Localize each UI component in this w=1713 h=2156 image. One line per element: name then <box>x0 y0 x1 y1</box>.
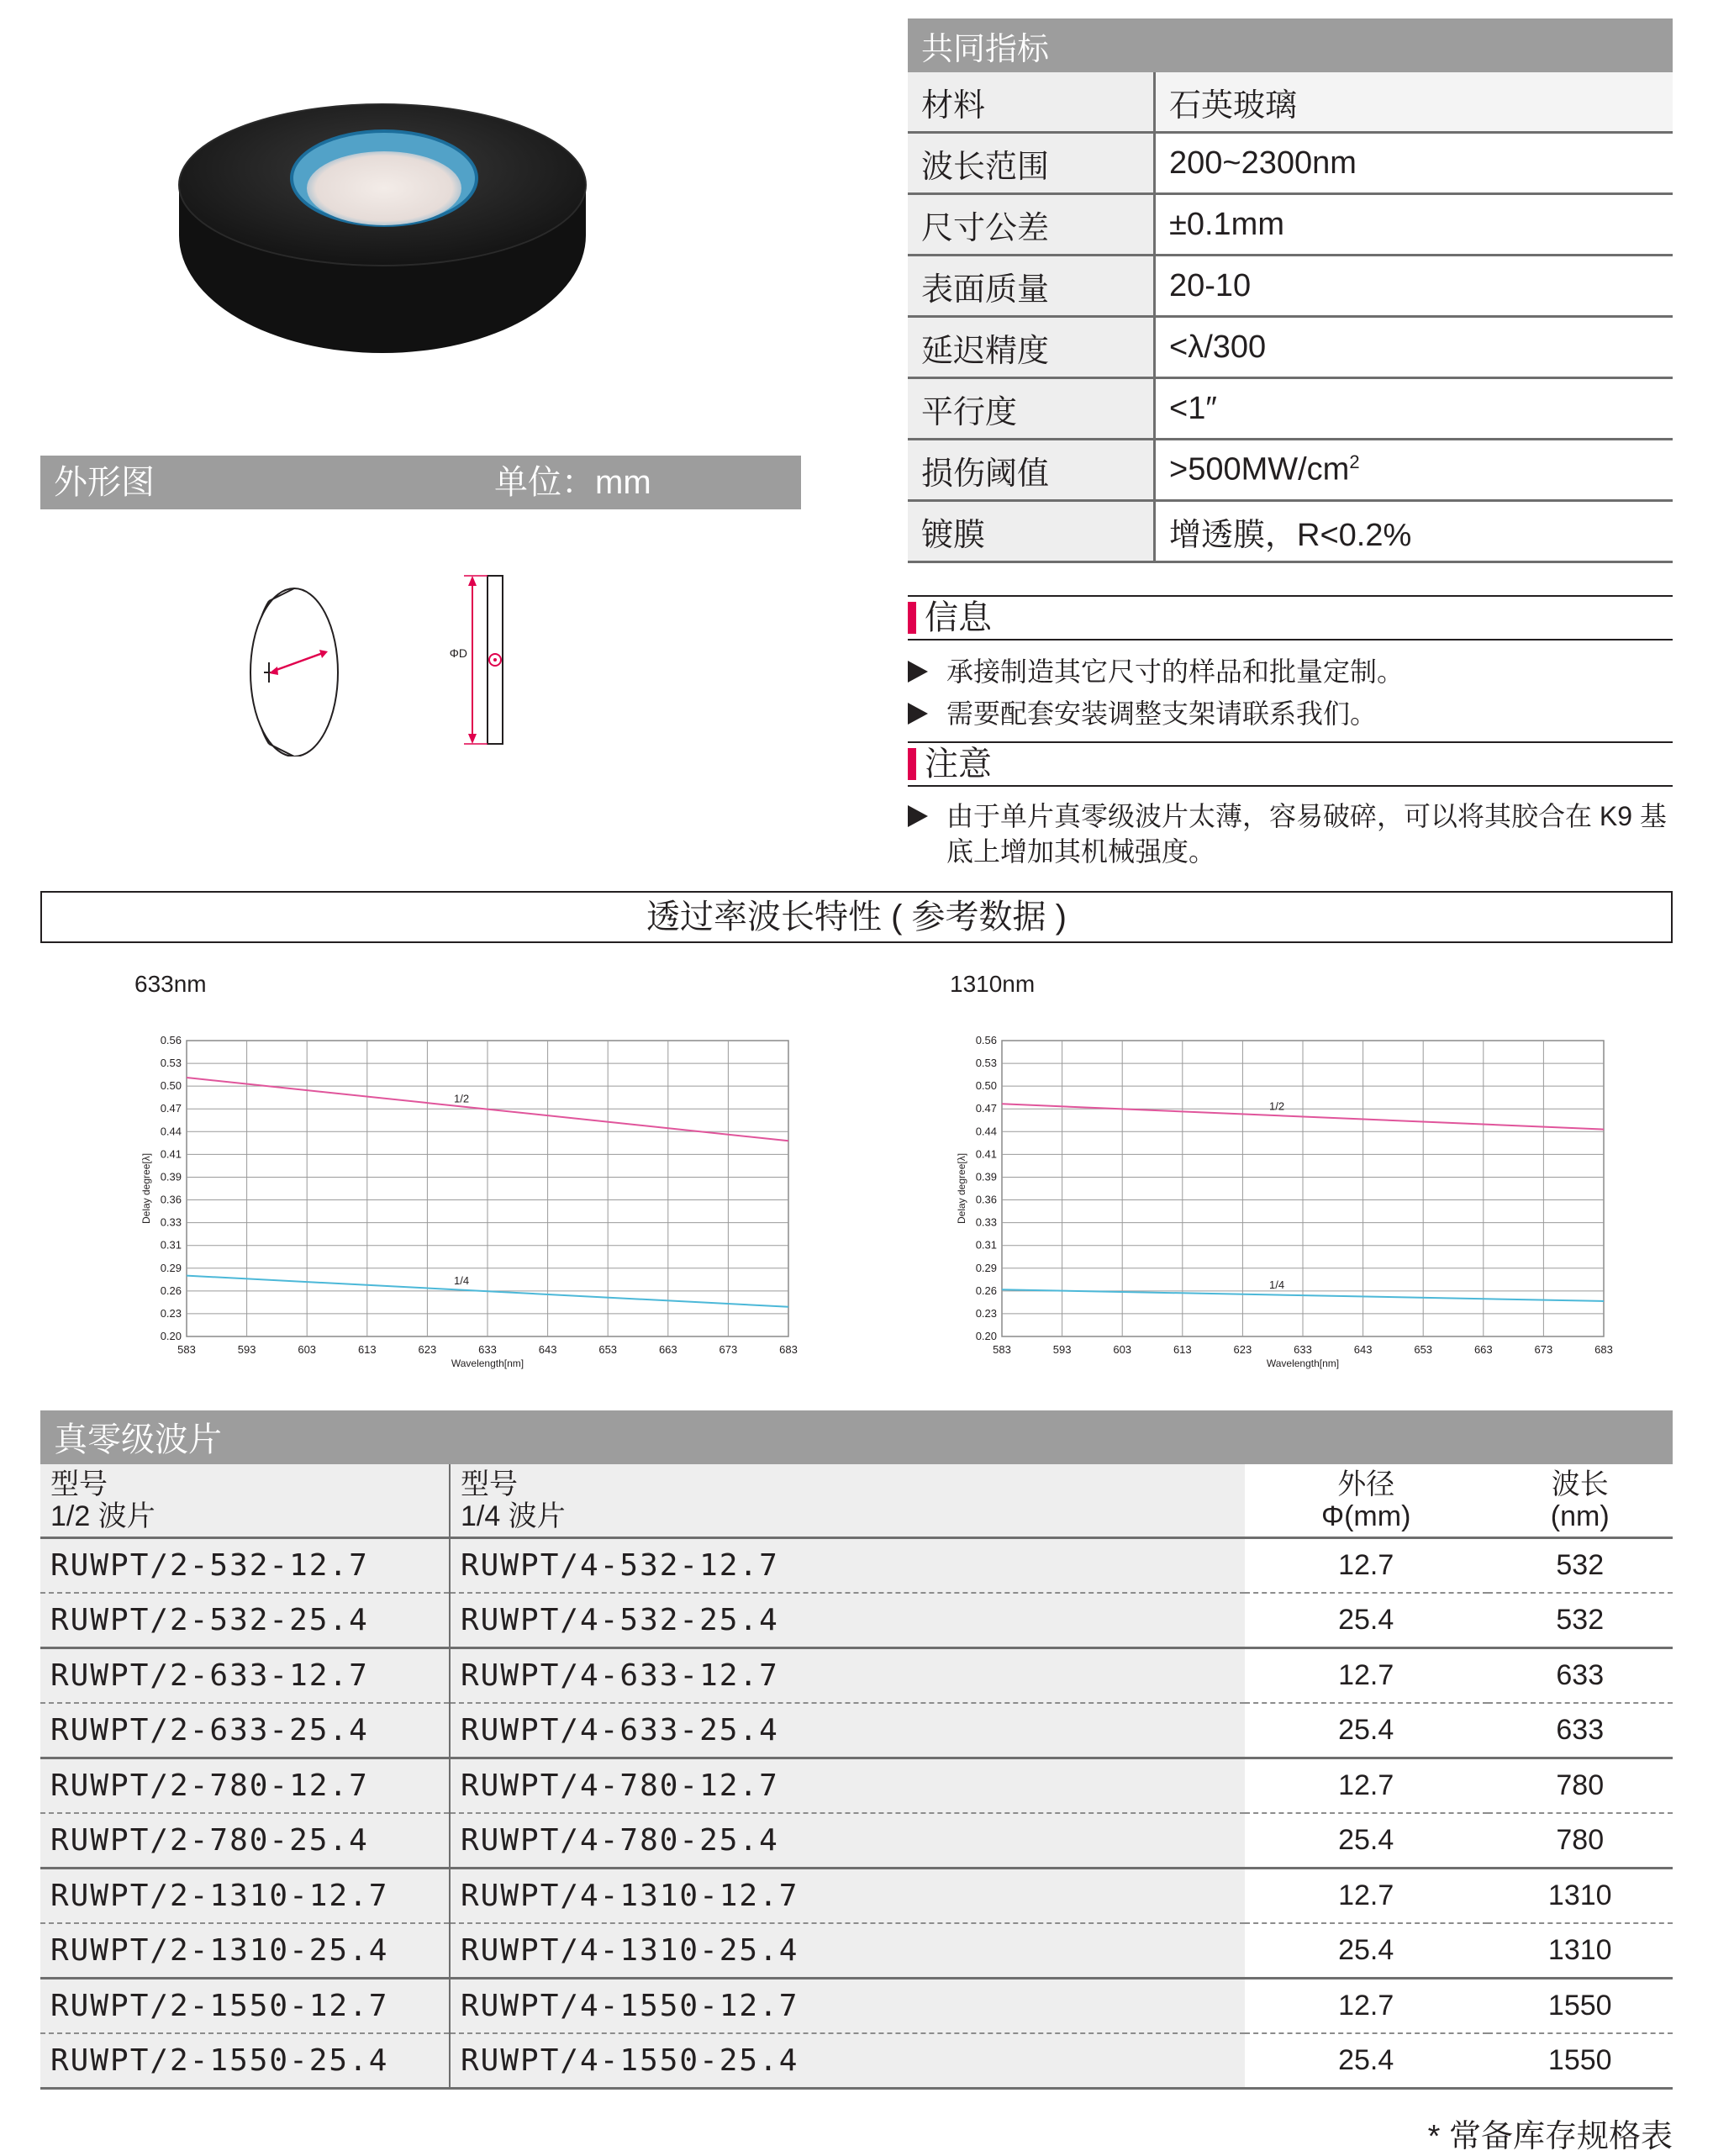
quarter-wave-model: RUWPT/4-1550-25.4 <box>450 2033 1245 2089</box>
notice-title: 注意 <box>925 746 992 783</box>
quarter-wave-model: RUWPT/4-633-25.4 <box>450 1703 1245 1758</box>
spec-row <box>908 501 1673 562</box>
x-tick-label: 643 <box>538 1343 557 1356</box>
x-tick-label: 643 <box>1353 1343 1373 1356</box>
series-label: 1/2 <box>454 1092 470 1105</box>
col-label: 型号 <box>50 1468 108 1500</box>
y-tick-label: 0.53 <box>975 1057 997 1070</box>
half-wave-model: RUWPT/2-633-25.4 <box>40 1703 450 1758</box>
wavelength-value: 780 <box>1488 1758 1673 1814</box>
spec-row <box>908 256 1673 317</box>
spec-row <box>908 317 1673 378</box>
spec-value: 20-10 <box>1155 256 1673 317</box>
col-label: 波长 <box>1551 1468 1609 1500</box>
chart-title: 1310nm <box>950 971 1036 997</box>
x-axis-label: Wavelength[nm] <box>1266 1357 1340 1369</box>
col-sublabel: Φ(mm) <box>1320 1500 1411 1532</box>
outline-unit: 单位：mm <box>494 464 651 501</box>
diameter-value: 12.7 <box>1245 1758 1488 1814</box>
x-tick-label: 593 <box>1052 1343 1072 1356</box>
spec-row <box>908 378 1673 440</box>
diameter-value: 12.7 <box>1245 1869 1488 1924</box>
y-axis-label: Delay degree[λ] <box>140 1152 152 1225</box>
y-axis-label: Delay degree[λ] <box>956 1152 967 1225</box>
half-wave-model: RUWPT/2-780-25.4 <box>40 1813 450 1869</box>
y-tick-label: 0.56 <box>975 1034 997 1046</box>
catalog-header-row <box>40 1464 1673 1538</box>
x-tick-label: 603 <box>298 1343 317 1356</box>
spec-header: 共同指标 <box>908 18 1673 72</box>
table-row <box>40 1648 1673 1704</box>
y-tick-label: 0.20 <box>975 1330 997 1342</box>
x-tick-label: 593 <box>237 1343 256 1356</box>
spec-key: 损伤阈值 <box>908 440 1155 501</box>
spec-key: 平行度 <box>908 378 1155 440</box>
spec-key: 材料 <box>908 72 1155 133</box>
spec-row <box>908 133 1673 194</box>
quarter-wave-model: RUWPT/4-1310-12.7 <box>450 1869 1245 1924</box>
spec-row <box>908 440 1673 501</box>
notice-item-text: 由于单片真零级波片太薄，容易破碎，可以将其胶合在 K9 基底上增加其机械强度。 <box>946 801 1667 867</box>
y-tick-label: 0.31 <box>160 1238 182 1252</box>
diameter-value: 12.7 <box>1245 1648 1488 1704</box>
chart-633nm <box>134 967 807 1370</box>
col-label: 外径 <box>1337 1468 1395 1500</box>
info-item <box>908 696 1673 731</box>
quarter-wave-model: RUWPT/4-532-12.7 <box>450 1538 1245 1594</box>
table-row <box>40 1923 1673 1979</box>
table-row <box>40 1758 1673 1814</box>
y-tick-label: 0.53 <box>160 1057 182 1070</box>
y-tick-label: 0.23 <box>975 1306 997 1320</box>
col-sublabel: (nm) <box>1550 1500 1610 1532</box>
y-tick-label: 0.23 <box>160 1306 182 1320</box>
y-tick-label: 0.29 <box>975 1261 997 1274</box>
diameter-value: 25.4 <box>1245 1813 1488 1869</box>
half-wave-model: RUWPT/2-1550-25.4 <box>40 2033 450 2089</box>
col-label: 型号 <box>461 1468 518 1500</box>
x-tick-label: 613 <box>357 1343 377 1356</box>
outline-header <box>40 456 801 509</box>
quarter-wave-model: RUWPT/4-780-25.4 <box>450 1813 1245 1869</box>
table-row <box>40 1869 1673 1924</box>
x-tick-label: 603 <box>1113 1343 1132 1356</box>
spec-key: 波长范围 <box>908 133 1155 194</box>
spec-table <box>908 18 1673 563</box>
footnote: * 常备库存规格表 <box>1427 2119 1673 2154</box>
y-tick-label: 0.26 <box>975 1284 997 1297</box>
quarter-wave-model: RUWPT/4-633-12.7 <box>450 1648 1245 1704</box>
quarter-wave-model: RUWPT/4-532-25.4 <box>450 1593 1245 1648</box>
y-tick-label: 0.41 <box>160 1147 182 1161</box>
y-tick-label: 0.39 <box>160 1170 182 1183</box>
y-tick-label: 0.50 <box>975 1079 997 1093</box>
diameter-value: 25.4 <box>1245 2033 1488 2089</box>
spec-value: 石英玻璃 <box>1155 72 1673 133</box>
x-tick-label: 653 <box>1414 1343 1433 1356</box>
wavelength-value: 532 <box>1488 1538 1673 1594</box>
diameter-value: 25.4 <box>1245 1703 1488 1758</box>
spec-value-text: >500MW/cm <box>1169 451 1350 488</box>
diameter-value: 12.7 <box>1245 1979 1488 2034</box>
y-tick-label: 0.41 <box>975 1147 997 1161</box>
quarter-wave-model: RUWPT/4-1310-25.4 <box>450 1923 1245 1979</box>
col-sublabel: 1/4 波片 <box>461 1500 566 1532</box>
chart-title: 633nm <box>134 971 207 997</box>
half-wave-model: RUWPT/2-1310-25.4 <box>40 1923 450 1979</box>
info-item <box>908 654 1673 689</box>
half-wave-model: RUWPT/2-532-12.7 <box>40 1538 450 1594</box>
wavelength-value: 633 <box>1488 1648 1673 1704</box>
bullet-triangle-icon <box>908 661 928 683</box>
x-tick-label: 653 <box>598 1343 618 1356</box>
outline-title: 外形图 <box>54 464 155 501</box>
x-tick-label: 663 <box>1473 1343 1493 1356</box>
table-row <box>40 1593 1673 1648</box>
table-row <box>40 2033 1673 2089</box>
info-header <box>908 595 1673 640</box>
y-tick-label: 0.33 <box>975 1215 997 1229</box>
half-wave-model: RUWPT/2-532-25.4 <box>40 1593 450 1648</box>
y-tick-label: 0.47 <box>975 1102 997 1115</box>
x-tick-label: 683 <box>1594 1343 1613 1356</box>
spec-value: <λ/300 <box>1155 317 1673 378</box>
spec-value-sup: 2 <box>1349 451 1360 473</box>
notice-item <box>908 799 1673 869</box>
series-label: 1/2 <box>1269 1099 1285 1113</box>
half-wave-model: RUWPT/2-633-12.7 <box>40 1648 450 1704</box>
wavelength-value: 532 <box>1488 1593 1673 1648</box>
table-row <box>40 1813 1673 1869</box>
spec-value <box>1155 440 1673 501</box>
outline-drawing <box>244 563 530 756</box>
col-wavelength <box>1488 1464 1673 1538</box>
table-row <box>40 1538 1673 1594</box>
wavelength-value: 1310 <box>1488 1869 1673 1924</box>
y-tick-label: 0.31 <box>975 1238 997 1252</box>
y-tick-label: 0.20 <box>160 1330 182 1342</box>
info-title: 信息 <box>925 599 992 636</box>
spec-key: 镀膜 <box>908 501 1155 562</box>
half-wave-model: RUWPT/2-1550-12.7 <box>40 1979 450 2034</box>
col-quarter-wave <box>450 1464 1245 1538</box>
spec-value: <1″ <box>1155 378 1673 440</box>
y-tick-label: 0.36 <box>975 1193 997 1206</box>
x-tick-label: 683 <box>779 1343 798 1356</box>
spec-value: ±0.1mm <box>1155 194 1673 256</box>
diameter-label: ΦD <box>449 646 467 660</box>
spec-key: 延迟精度 <box>908 317 1155 378</box>
chart-1310nm <box>950 967 1622 1370</box>
series-label: 1/4 <box>1269 1278 1285 1292</box>
catalog-title: 真零级波片 <box>40 1410 1673 1464</box>
section-marker <box>908 748 916 780</box>
y-tick-label: 0.39 <box>975 1170 997 1183</box>
bullet-triangle-icon <box>908 703 928 725</box>
y-tick-label: 0.36 <box>160 1193 182 1206</box>
quarter-wave-model: RUWPT/4-1550-12.7 <box>450 1979 1245 2034</box>
wavelength-value: 780 <box>1488 1813 1673 1869</box>
half-wave-model: RUWPT/2-1310-12.7 <box>40 1869 450 1924</box>
y-tick-label: 0.44 <box>160 1125 182 1138</box>
y-tick-label: 0.47 <box>160 1102 182 1115</box>
y-tick-label: 0.56 <box>160 1034 182 1046</box>
spec-row <box>908 194 1673 256</box>
x-tick-label: 613 <box>1173 1343 1192 1356</box>
wavelength-value: 1310 <box>1488 1923 1673 1979</box>
series-label: 1/4 <box>454 1274 470 1288</box>
info-item-text: 承接制造其它尺寸的样品和批量定制。 <box>946 656 1405 687</box>
table-row <box>40 1979 1673 2034</box>
info-item-text: 需要配套安装调整支架请联系我们。 <box>946 698 1378 729</box>
x-tick-label: 633 <box>1294 1343 1312 1356</box>
y-tick-label: 0.50 <box>160 1079 182 1093</box>
spec-key: 表面质量 <box>908 256 1155 317</box>
section-marker <box>908 602 916 634</box>
x-tick-label: 583 <box>993 1343 1011 1356</box>
wavelength-value: 1550 <box>1488 2033 1673 2089</box>
wavelength-value: 1550 <box>1488 1979 1673 2034</box>
x-tick-label: 673 <box>1534 1343 1553 1356</box>
col-sublabel: 1/2 波片 <box>50 1500 155 1532</box>
product-photo <box>164 101 601 387</box>
half-wave-model: RUWPT/2-780-12.7 <box>40 1758 450 1814</box>
catalog-table <box>40 1464 1673 2090</box>
diameter-value: 25.4 <box>1245 1593 1488 1648</box>
notice-header <box>908 741 1673 787</box>
x-tick-label: 673 <box>719 1343 738 1356</box>
y-tick-label: 0.33 <box>160 1215 182 1229</box>
spec-value: 200~2300nm <box>1155 133 1673 194</box>
x-tick-label: 583 <box>177 1343 196 1356</box>
col-half-wave <box>40 1464 450 1538</box>
table-row <box>40 1703 1673 1758</box>
x-tick-label: 633 <box>478 1343 497 1356</box>
x-tick-label: 623 <box>1233 1343 1252 1356</box>
spec-row <box>908 72 1673 133</box>
diameter-value: 25.4 <box>1245 1923 1488 1979</box>
wavelength-value: 633 <box>1488 1703 1673 1758</box>
y-tick-label: 0.44 <box>975 1125 997 1138</box>
y-tick-label: 0.26 <box>160 1284 182 1297</box>
col-diameter <box>1245 1464 1488 1538</box>
bullet-triangle-icon <box>908 805 928 827</box>
x-tick-label: 663 <box>658 1343 677 1356</box>
x-tick-label: 623 <box>418 1343 437 1356</box>
spec-value: 增透膜，R<0.2% <box>1155 501 1673 562</box>
x-axis-label: Wavelength[nm] <box>451 1357 524 1369</box>
spec-key: 尺寸公差 <box>908 194 1155 256</box>
quarter-wave-model: RUWPT/4-780-12.7 <box>450 1758 1245 1814</box>
diameter-value: 12.7 <box>1245 1538 1488 1594</box>
transmission-title: 透过率波长特性 ( 参考数据 ) <box>40 891 1673 943</box>
y-tick-label: 0.29 <box>160 1261 182 1274</box>
